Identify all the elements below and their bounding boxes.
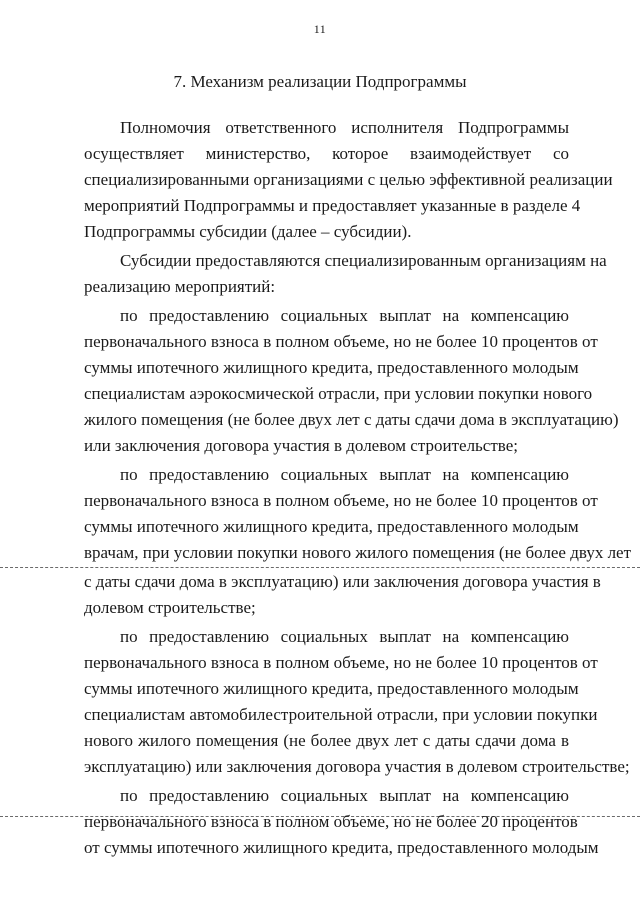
text-line: первоначального взноса в полном объеме, но не более 10 процентов от — [84, 491, 598, 510]
text-line: специализированными организациями с целью эффективной реализации — [84, 170, 613, 189]
text-line: долевом строительстве; — [84, 598, 256, 617]
text-line: нового жилого помещения (не более двух лет с даты сдачи дома в — [84, 731, 569, 750]
text-line: суммы ипотечного жилищного кредита, предоставленного молодым — [84, 358, 579, 377]
text-line: Полномочия ответственного исполнителя Подпрограммы — [120, 118, 569, 137]
text-line: первоначального взноса в полном объеме, но не более 10 процентов от — [84, 332, 598, 351]
text-line: осуществляет министерство, которое взаимодействует со — [84, 144, 569, 163]
text-line: от суммы ипотечного жилищного кредита, предоставленного молодым — [84, 838, 599, 857]
text-line: специалистам аэрокосмической отрасли, при условии покупки нового — [84, 384, 593, 403]
text-line: специалистам автомобилестроительной отрасли, при условии покупки — [84, 705, 598, 724]
text-line: по предоставлению социальных выплат на компенсацию — [120, 627, 569, 646]
text-line: врачам, при условии покупки нового жилого помещения (не более двух лет — [84, 543, 632, 562]
scan-artifact-line — [0, 567, 640, 568]
text-line: или заключения договора участия в долевом строительстве; — [84, 436, 518, 455]
text-line: с даты сдачи дома в эксплуатацию) или заключения договора участия в — [84, 572, 601, 591]
text-line: Подпрограммы субсидии (далее – субсидии). — [84, 222, 412, 241]
text-line: первоначального взноса в полном объеме, но не более 20 процентов — [84, 812, 578, 831]
text-line: по предоставлению социальных выплат на компенсацию — [120, 465, 569, 484]
text-line: мероприятий Подпрограммы и предоставляет указанные в разделе 4 — [84, 196, 581, 215]
text-line: реализацию мероприятий: — [84, 277, 276, 296]
text-line: Субсидии предоставляются специализированным организациям на — [120, 251, 607, 270]
text-line: по предоставлению социальных выплат на компенсацию — [120, 306, 569, 325]
page-number: 11 — [313, 22, 327, 36]
text-line: жилого помещения (не более двух лет с даты сдачи дома в эксплуатацию) — [84, 410, 619, 429]
text-line: по предоставлению социальных выплат на компенсацию — [120, 786, 569, 805]
text-line: эксплуатацию) или заключения договора участия в долевом строительстве; — [84, 757, 630, 776]
text-line: первоначального взноса в полном объеме, но не более 10 процентов от — [84, 653, 598, 672]
section-heading: 7. Механизм реализации Подпрограммы — [173, 72, 467, 91]
text-line: суммы ипотечного жилищного кредита, предоставленного молодым — [84, 517, 579, 536]
text-line: суммы ипотечного жилищного кредита, предоставленного молодым — [84, 679, 579, 698]
